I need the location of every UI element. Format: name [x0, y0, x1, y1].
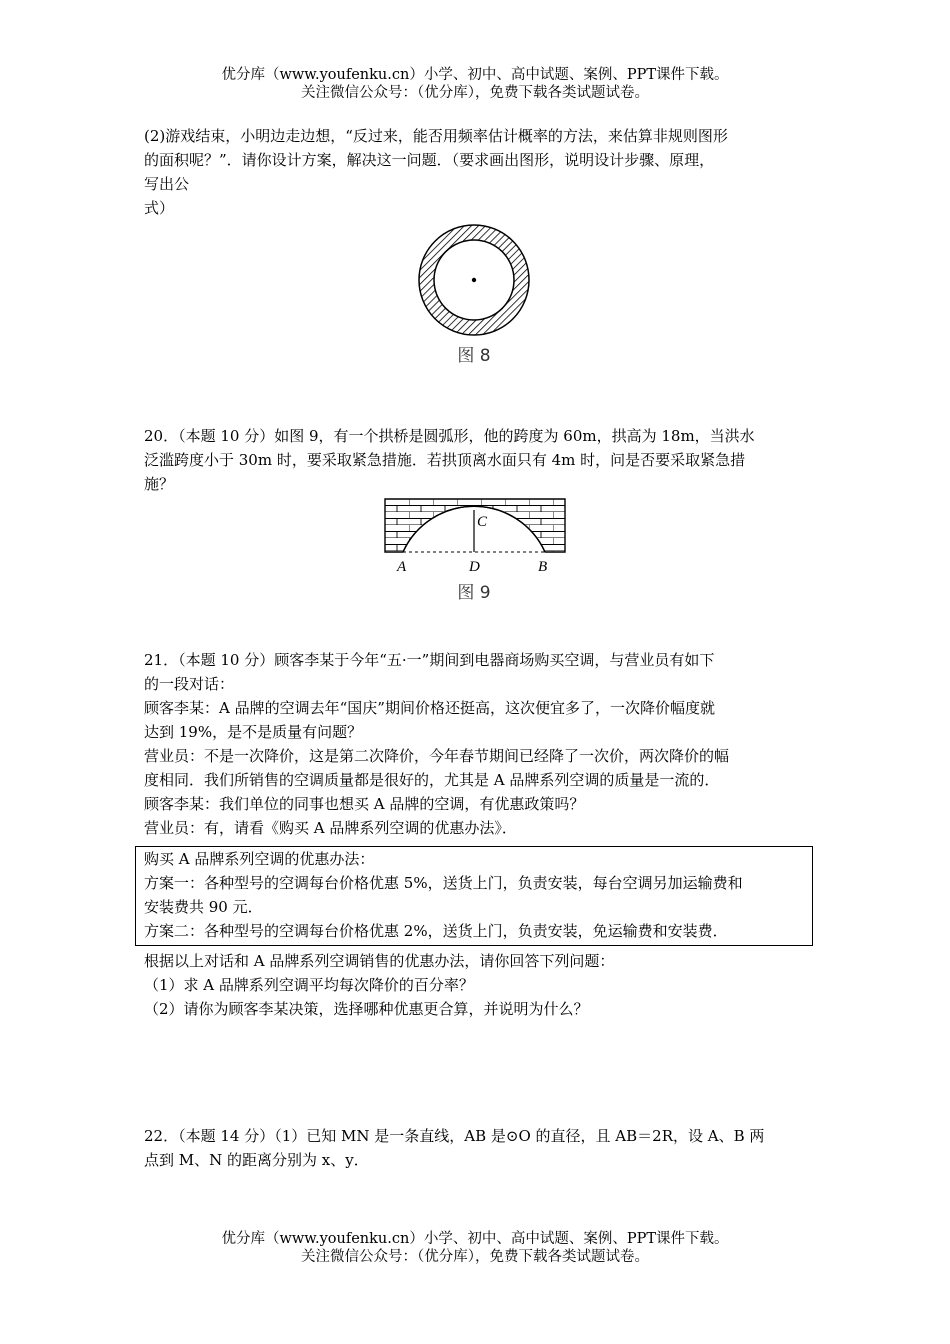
q21-line: 营业员：不是一次降价，这是第二次降价，今年春节期间已经降了一次价，两次降价的幅 [144, 747, 730, 765]
q19-line: 的面积呢？”．请你设计方案，解决这一问题．（要求画出图形，说明设计步骤、原理， [144, 151, 715, 169]
q21-after-line: （2）请你为顾客李某决策，选择哪种优惠更合算，并说明为什么？ [144, 1000, 589, 1018]
q20-line: 施？ [144, 475, 175, 493]
q21-line: 营业员：有，请看《购买 A 品牌系列空调的优惠办法》． [144, 819, 517, 837]
discount-policy-text [144, 847, 808, 943]
page-header [0, 66, 950, 102]
q20-line: 泛滥跨度小于 30m 时，要采取紧急措施．若拱顶离水面只有 4m 时，问是否要采取紧急措 [144, 451, 746, 469]
label-b: B [538, 559, 548, 575]
q19-line: 式） [144, 199, 175, 217]
q20-line: 20．（本题 10 分）如图 9，有一个拱桥是圆弧形，他的跨度为 60m，拱高为 18m，当洪水 [144, 427, 755, 445]
q21-line: 的一段对话： [144, 675, 235, 693]
q19-line: (2)游戏结束，小明边走边想，“反过来，能否用频率估计概率的方法，来估算非规则图形 [144, 127, 728, 145]
header-line-1: 优分库（www.youfenku.cn）小学、初中、高中试题、案例、PPT课件下载。 [221, 67, 729, 83]
q21-line: 顾客李某：A 品牌的空调去年“国庆”期间价格还挺高，这次便宜多了，一次降价幅度就 [144, 699, 715, 717]
q22-line: 22．（本题 14 分）（1）已知 MN 是一条直线，AB 是⊙O 的直径，且 AB＝2R，设 A、B 两 [144, 1127, 765, 1145]
q21-text [144, 648, 808, 840]
q19-part2-text [144, 124, 808, 220]
bridge-graphic [384, 498, 568, 578]
q22-text [144, 1124, 808, 1172]
header-line-2: 关注微信公众号：（优分库），免费下载各类试题试卷。 [301, 85, 649, 101]
center-point [472, 278, 476, 282]
label-a: A [397, 559, 407, 575]
q21-questions [144, 949, 808, 1021]
q21-line: 顾客李某：我们单位的同事也想买 A 品牌的空调，有优惠政策吗？ [144, 795, 585, 813]
q19-line: 写出公 [144, 175, 190, 193]
page-footer [0, 1230, 950, 1266]
q21-line: 达到 19%，是不是质量有问题？ [144, 723, 363, 741]
box-line: 方案二：各种型号的空调每台价格优惠 2%，送货上门，负责安装，免运输费和安装费． [144, 922, 728, 940]
box-line: 方案一：各种型号的空调每台价格优惠 5%，送货上门，负责安装，每台空调另加运输费和 [144, 874, 743, 892]
q20-text [144, 424, 808, 496]
label-c: C [477, 514, 488, 530]
footer-line-2: 关注微信公众号：（优分库），免费下载各类试题试卷。 [301, 1249, 649, 1265]
figure-9-bridge [384, 498, 568, 578]
annulus-graphic [416, 224, 532, 340]
q21-after-line: 根据以上对话和 A 品牌系列空调销售的优惠办法，请你回答下列问题： [144, 952, 615, 970]
q21-line: 21．（本题 10 分）顾客李某于今年“五·一”期间到电器商场购买空调，与营业员有如下 [144, 651, 715, 669]
q21-after-line: （1）求 A 品牌系列空调平均每次降价的百分率？ [144, 976, 474, 994]
footer-line-1: 优分库（www.youfenku.cn）小学、初中、高中试题、案例、PPT课件下载。 [221, 1231, 729, 1247]
label-d: D [469, 559, 480, 575]
figure-8-annulus [416, 224, 532, 340]
q22-line: 点到 M、N 的距离分别为 x、y． [144, 1151, 369, 1169]
box-line: 安装费共 90 元． [144, 898, 263, 916]
q21-line: 度相同．我们所销售的空调质量都是很好的，尤其是 A 品牌系列空调的质量是一流的． [144, 771, 720, 789]
box-line: 购买 A 品牌系列空调的优惠办法： [144, 850, 375, 868]
figure-9-caption: 图 9 [457, 583, 491, 603]
figure-8-caption: 图 8 [457, 346, 491, 366]
